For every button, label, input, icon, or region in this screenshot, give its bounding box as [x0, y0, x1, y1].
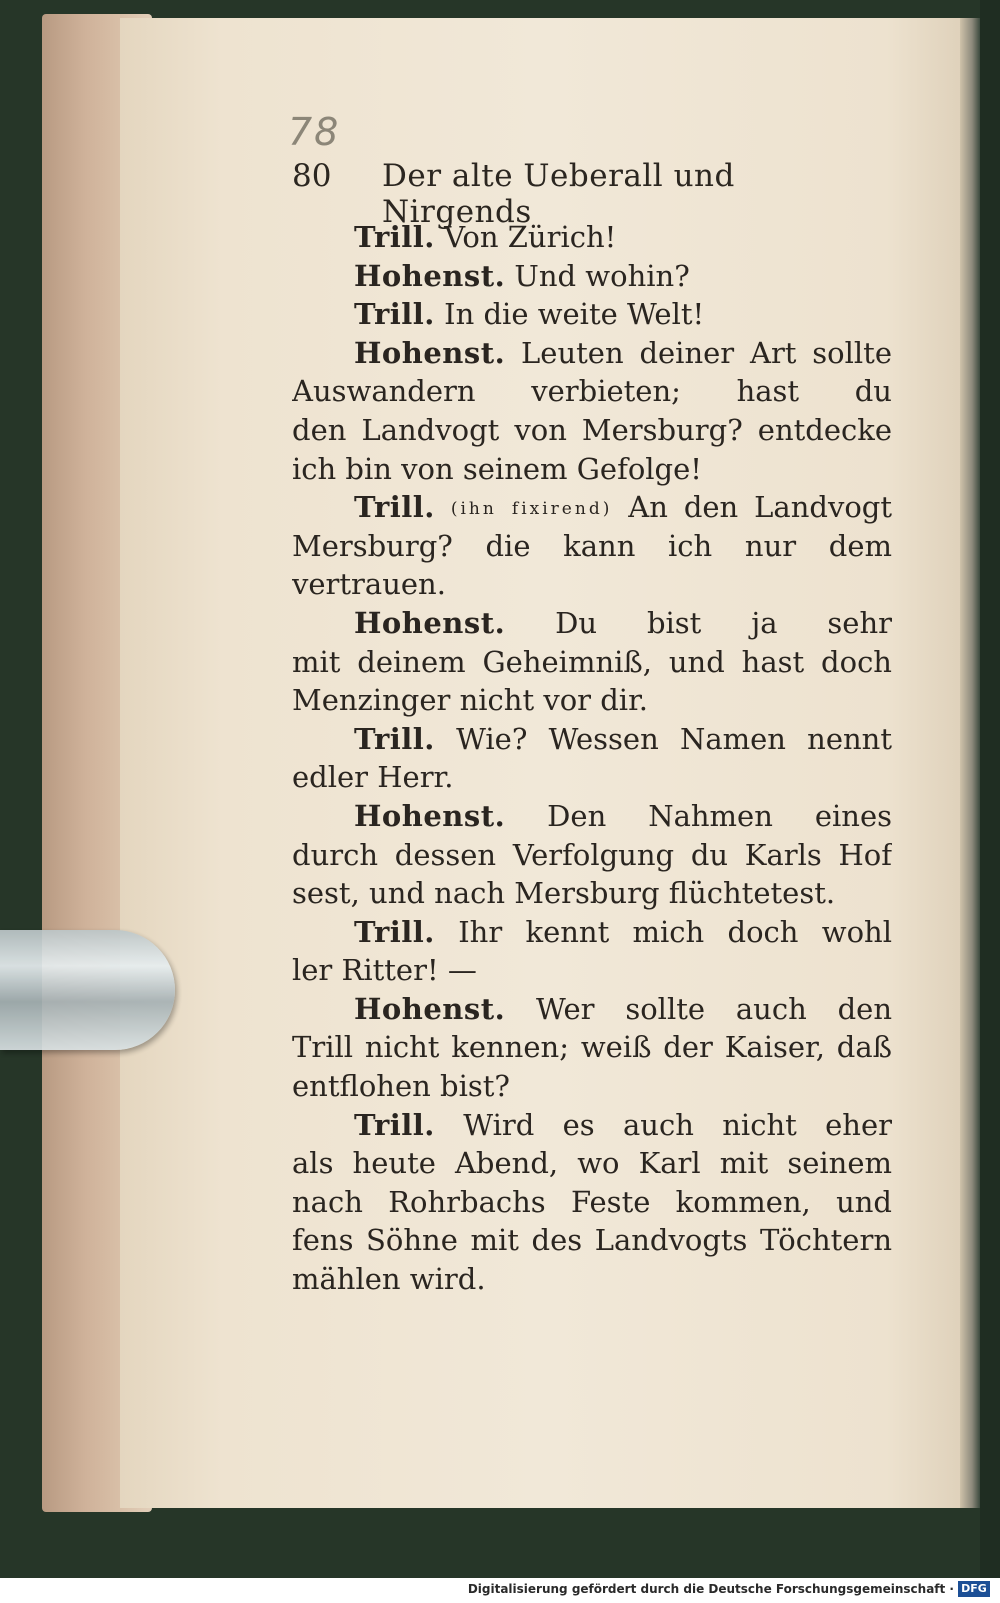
speaker-name: Hohenst. — [354, 605, 506, 640]
text-line — [292, 1183, 892, 1222]
speaker-name: Trill. — [354, 914, 435, 949]
line-text: ler Ritter! — — [292, 953, 477, 988]
text-line — [292, 951, 892, 990]
text-line — [292, 1260, 892, 1299]
text-line — [292, 836, 892, 875]
line-text: durch dessen Verfolgung du Karls Hof — [292, 837, 892, 872]
text-line — [292, 295, 892, 334]
speaker-name: Trill. — [354, 490, 435, 525]
line-text: Auswandern verbieten; hast du — [292, 374, 892, 409]
line-text: Wird es auch nicht eher — [463, 1107, 892, 1142]
line-text: den Landvogt von Mersburg? entdecke — [292, 412, 892, 447]
page-right-shadow — [960, 18, 980, 1508]
pencil-annotation: 78 — [288, 110, 341, 154]
dfg-logo: DFG — [958, 1581, 990, 1597]
line-text: sest, und nach Mersburg flüchtetest. — [292, 876, 836, 911]
line-text: als heute Abend, wo Karl mit seinem — [292, 1146, 892, 1181]
text-line — [292, 1028, 892, 1067]
text-line — [292, 681, 892, 720]
speaker-name: Hohenst. — [354, 991, 506, 1026]
page-header — [292, 150, 852, 230]
line-text: Wer sollte auch den — [536, 991, 892, 1026]
text-line — [292, 372, 892, 411]
speaker-name: Trill. — [354, 721, 435, 756]
text-line — [292, 334, 892, 373]
speaker-name: Hohenst. — [354, 258, 506, 293]
text-line — [292, 1144, 892, 1183]
running-title: Der alte Ueberall und Nirgends — [382, 158, 735, 230]
text-line — [292, 758, 892, 797]
line-text: entflohen bist? — [292, 1069, 510, 1104]
line-text: Den Nahmen eines — [547, 798, 892, 833]
line-text: mit deinem Geheimniß, und hast doch — [292, 644, 892, 679]
glass-clip — [0, 930, 175, 1050]
line-text: Und wohin? — [514, 258, 690, 293]
speaker-name: Hohenst. — [354, 798, 506, 833]
line-text: Ihr kennt mich doch wohl — [458, 914, 892, 949]
line-text: Von Zürich! — [444, 220, 617, 254]
line-text: An den Landvogt — [628, 490, 892, 525]
text-line — [292, 643, 892, 682]
speaker-name: Trill. — [354, 297, 435, 332]
line-text: Du bist ja sehr — [555, 605, 892, 640]
text-line — [292, 797, 892, 836]
text-line — [292, 1106, 892, 1145]
speaker-name: Trill. — [354, 1107, 435, 1142]
text-line — [292, 1221, 892, 1260]
text-line — [292, 257, 892, 296]
line-text: ich bin von seinem Gefolge! — [292, 451, 702, 486]
line-text: Mersburg? die kann ich nur dem — [292, 528, 892, 563]
line-text: nach Rohrbachs Feste kommen, und — [292, 1184, 892, 1219]
line-text: mählen wird. — [292, 1262, 486, 1297]
stage-direction: (ihn fixirend) — [450, 499, 613, 520]
text-line — [292, 874, 892, 913]
text-line — [292, 720, 892, 759]
text-line — [292, 604, 892, 643]
text-line — [292, 527, 892, 566]
page-number: 80 — [292, 158, 332, 194]
text-line — [292, 913, 892, 952]
line-text: Trill nicht kennen; weiß der Kaiser, daß — [292, 1030, 892, 1065]
line-text: Menzinger nicht vor dir. — [292, 683, 648, 718]
text-line — [292, 218, 892, 257]
scan-right-border — [980, 0, 1000, 1603]
text-line — [292, 1067, 892, 1106]
text-line — [292, 565, 892, 604]
line-text: vertrauen. — [292, 567, 446, 602]
line-text: fens Söhne mit des Landvogts Töchtern — [292, 1223, 892, 1258]
line-text: In die weite Welt! — [444, 297, 705, 332]
line-text: Wie? Wessen Namen nennt — [456, 721, 892, 756]
line-text: edler Herr. — [292, 760, 454, 795]
text-line — [292, 450, 892, 489]
speaker-name: Hohenst. — [354, 335, 506, 370]
footer-credit: Digitalisierung gefördert durch die Deutsche Forschungsgemeinschaft · — [467, 1582, 954, 1596]
text-line — [292, 990, 892, 1029]
text-line — [292, 488, 892, 527]
speaker-name: Trill. — [354, 220, 435, 254]
body-text — [292, 218, 892, 1299]
line-text: Leuten deiner Art sollte — [521, 335, 892, 370]
text-line — [292, 411, 892, 450]
